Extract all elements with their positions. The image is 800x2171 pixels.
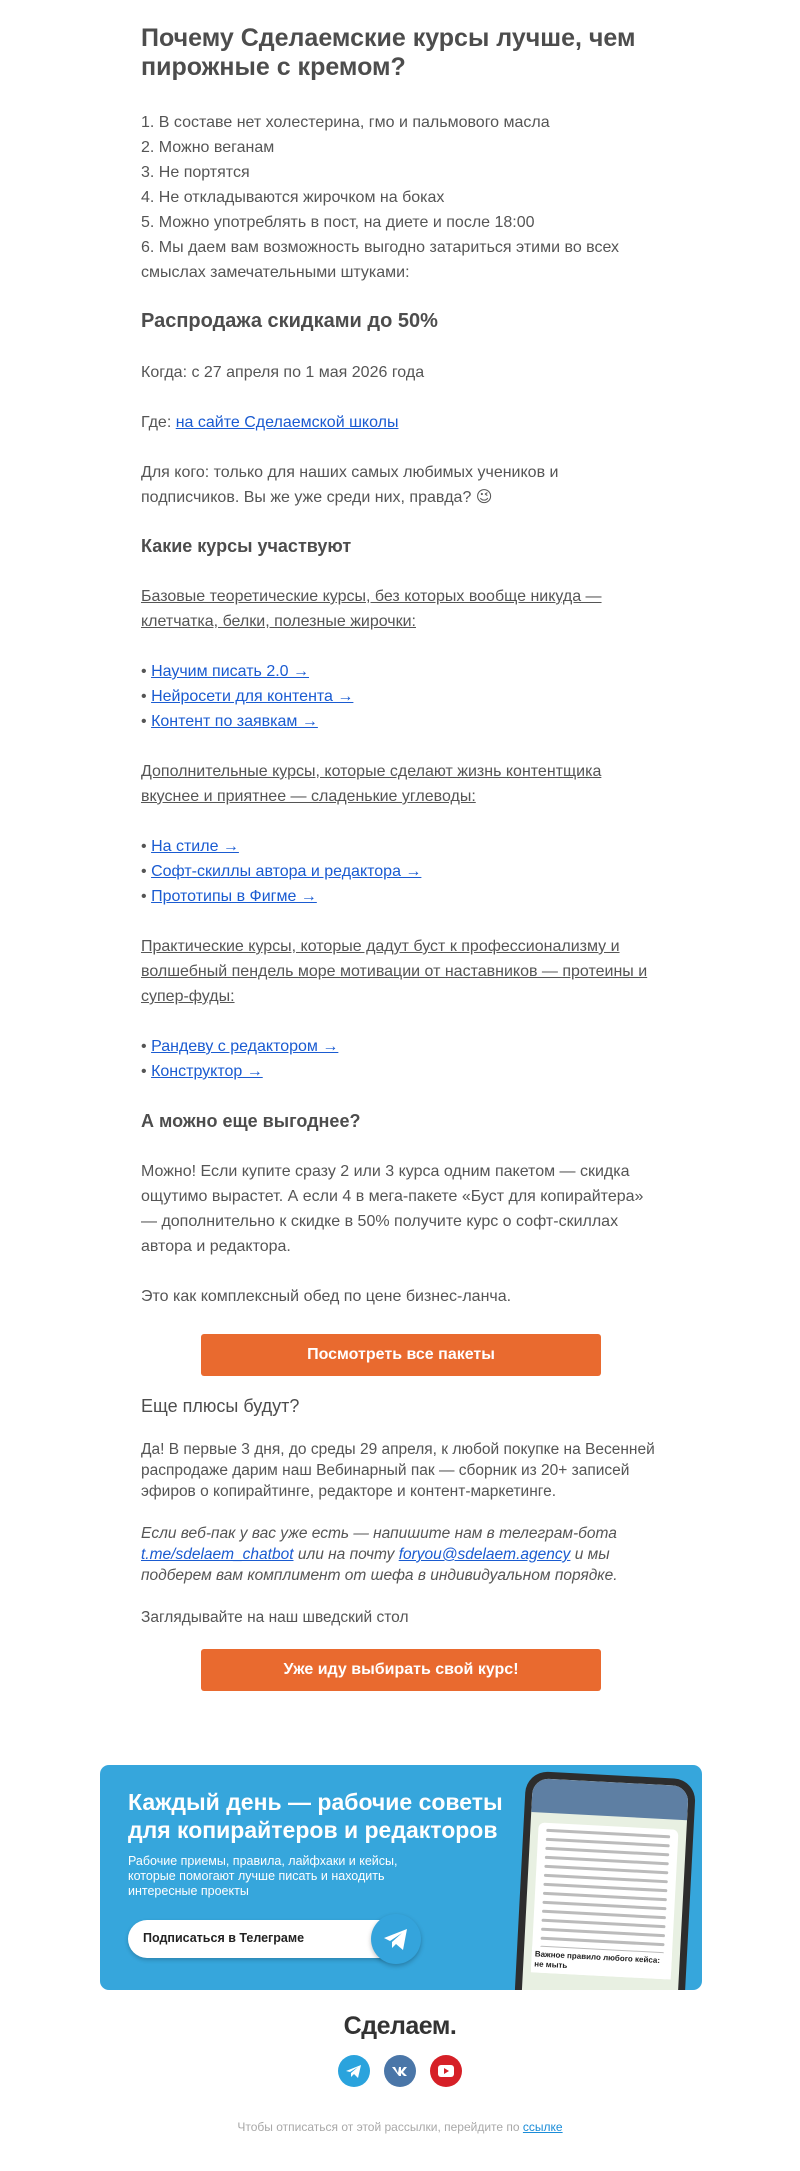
unsubscribe-link[interactable]: ссылке: [522, 2120, 563, 2134]
phone-mockup: [514, 1771, 696, 1990]
chatbot-link[interactable]: t.me/sdelaem_chatbot: [141, 1546, 294, 1563]
lunch-text: Это как комплексный обед по цене бизнес-ланча.: [141, 1288, 512, 1305]
for-whom-text: Для кого: только для наших самых любимых учеников и подписчиков. Вы же уже среди них, правда? 😉: [141, 464, 559, 506]
cheaper-heading: А можно еще выгоднее?: [141, 1111, 361, 1131]
more-heading: Еще плюсы будут?: [141, 1396, 300, 1416]
list-item: • Нейросети для контента →: [141, 688, 354, 705]
list-item: • Контент по заявкам →: [141, 713, 318, 730]
group-intro: Дополнительные курсы, которые сделают жизнь контентщика вкуснее и приятнее — сладенькие углеводы:: [141, 763, 602, 805]
reason-item: 4. Не откладываются жирочком на боках: [141, 189, 445, 206]
course-link[interactable]: Нейросети для контента →: [151, 688, 354, 705]
youtube-icon[interactable]: [430, 2055, 462, 2087]
choose-course-button[interactable]: Уже иду выбирать свой курс!: [201, 1649, 601, 1691]
course-link[interactable]: Рандеву с редактором →: [151, 1038, 339, 1055]
more-text: Да! В первые 3 дня, до среды 29 апреля, к любой покупке на Весенней распродаже дарим наш Вебинарный пак — сборник из 20+ записей эфиров о копирайтинге, редакторе и контент-маркетинге.: [141, 1441, 655, 1500]
where-label: Где:: [141, 414, 176, 431]
course-group-practical: [141, 934, 661, 1084]
courses-heading: Какие курсы участвуют: [141, 536, 352, 556]
reason-item: 5. Можно употреблять в пост, на диете и после 18:00: [141, 214, 535, 231]
telegram-icon: [371, 1914, 421, 1964]
list-item: • Научим писать 2.0 →: [141, 663, 309, 680]
reason-item: 3. Не портятся: [141, 164, 250, 181]
list-item: • Софт-скиллы автора и редактора →: [141, 863, 422, 880]
list-item: • Конструктор →: [141, 1063, 263, 1080]
list-item: • На стиле →: [141, 838, 239, 855]
where-text: [141, 410, 661, 435]
course-link[interactable]: Прототипы в Фигме →: [151, 888, 317, 905]
list-item: • Рандеву с редактором →: [141, 1038, 339, 1055]
banner-title: Каждый день — рабочие советы для копирайтеров и редакторов: [128, 1789, 503, 1843]
telegram-icon[interactable]: [338, 2055, 370, 2087]
reasons-list: [141, 110, 661, 285]
telegram-banner[interactable]: [100, 1765, 702, 1990]
unsubscribe-text: Чтобы отписаться от этой рассылки, перейдите по ссылке: [237, 2120, 563, 2134]
school-site-link[interactable]: на сайте Сделаемской школы: [175, 414, 399, 431]
webpack-text: Если веб-пак у вас уже есть — напишите нам в телеграм-бота t.me/sdelaem_chatbot или на почту foryou@sdelaem.agency и мы подберем вам комплимент от шефа в индивидуальном порядке.: [141, 1525, 618, 1584]
logo: Сделаем.: [343, 2012, 457, 2040]
course-link[interactable]: Научим писать 2.0 →: [151, 663, 309, 680]
course-link[interactable]: Софт-скиллы автора и редактора →: [151, 863, 422, 880]
group-intro: Базовые теоретические курсы, без которых вообще никуда — клетчатка, белки, полезные жирочки:: [141, 588, 602, 630]
course-group-basic: [141, 584, 661, 734]
phone-caption: Важное правило любого кейса: не мыть: [531, 1946, 672, 1979]
email-link[interactable]: foryou@sdelaem.agency: [398, 1546, 571, 1563]
course-link[interactable]: Конструктор →: [151, 1063, 263, 1080]
group-intro: Практические курсы, которые дадут буст к профессионализму и волшебный пендель море мотивации от наставников — протеины и супер-фуды:: [141, 938, 648, 1005]
when-text: Когда: с 27 апреля по 1 мая 2026 года: [141, 364, 425, 381]
reason-item: 1. В составе нет холестерина, гмо и пальмового масла: [141, 114, 550, 131]
subscribe-telegram-button[interactable]: Подписаться в Телеграме: [128, 1920, 418, 1958]
course-group-additional: [141, 759, 661, 909]
swedish-text: Заглядывайте на наш шведский стол: [141, 1609, 409, 1626]
banner-subtitle: Рабочие приемы, правила, лайфхаки и кейсы, которые помогают лучше писать и находить интересные проекты: [128, 1854, 398, 1898]
view-packages-button[interactable]: Посмотреть все пакеты: [201, 1334, 601, 1376]
reason-item: 6. Мы даем вам возможность выгодно затариться этими во всех смыслах замечательными штуками:: [141, 239, 620, 281]
cheaper-text: Можно! Если купите сразу 2 или 3 курса одним пакетом — скидка ощутимо вырастет. А если 4 в мега-пакете «Буст для копирайтера» — дополнительно к скидке в 50% получите курс о софт-скиллах автора и редактора.: [141, 1163, 644, 1255]
course-link[interactable]: Контент по заявкам →: [151, 713, 318, 730]
list-item: • Прототипы в Фигме →: [141, 888, 317, 905]
page-title: Почему Сделаемские курсы лучше, чем пирожные с кремом?: [141, 24, 636, 81]
reason-item: 2. Можно веганам: [141, 139, 275, 156]
course-link[interactable]: На стиле →: [151, 838, 239, 855]
sale-heading: Распродажа скидками до 50%: [141, 310, 438, 332]
vk-icon[interactable]: [384, 2055, 416, 2087]
